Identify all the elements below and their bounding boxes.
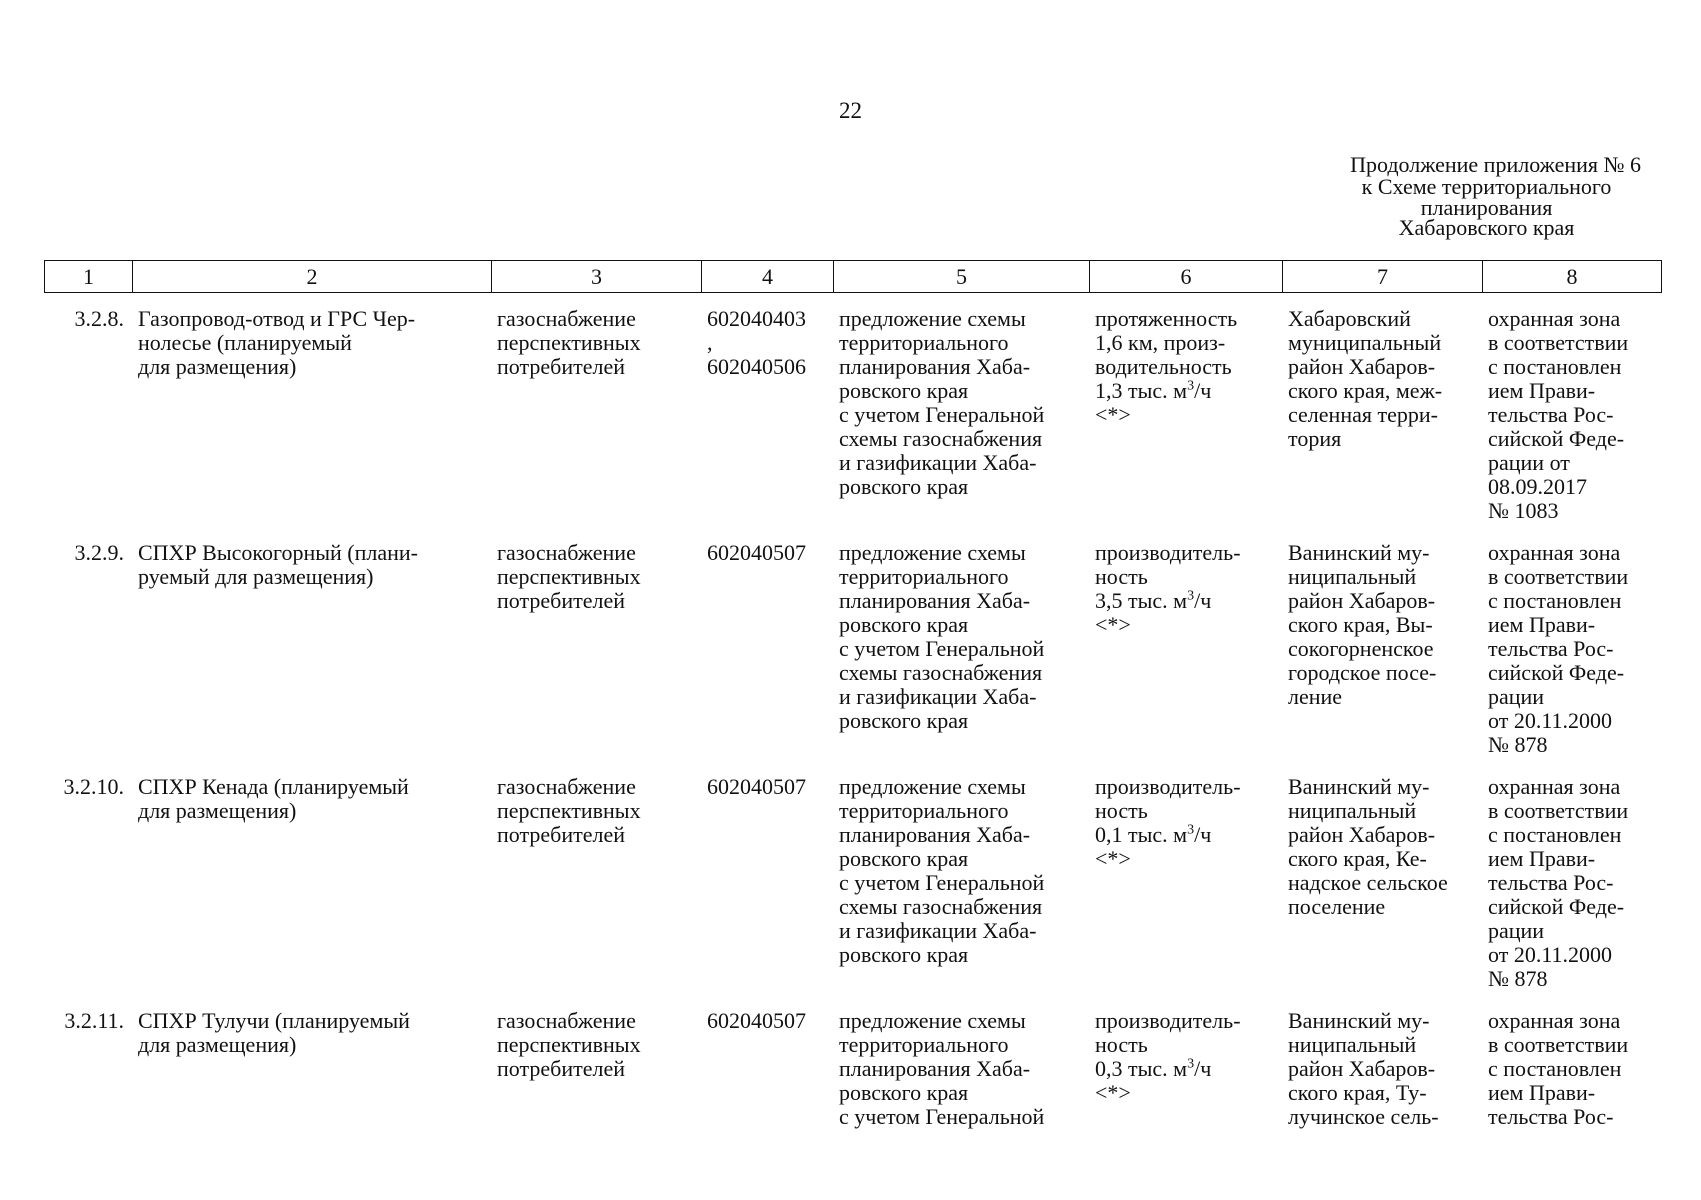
object-purpose: газоснабжение перспективных потребителей (497, 306, 641, 379)
column-number: 8 (1483, 261, 1662, 293)
page-number: 22 (839, 98, 862, 123)
table-row (44, 307, 1661, 523)
heading-line-3: планирования (1420, 195, 1553, 220)
object-code: 602040403 , 602040506 (707, 306, 806, 379)
object-name: СПХР Тулучи (планируемый для размещения) (138, 1008, 410, 1057)
object-location: Ванинский му- ниципальный район Хабаров- ского края, Ту- лучинское сель- (1288, 1008, 1439, 1129)
object-name: Газопровод-отвод и ГРС Чер- нолесье (планируемый для размещения) (138, 306, 416, 379)
unit-superscript: 3 (1187, 588, 1195, 604)
heading-line-1: Продолжение приложения № 6 (1350, 152, 1641, 177)
column-number: 2 (133, 261, 492, 293)
row-number: 3.2.11. (64, 1008, 124, 1033)
object-purpose: газоснабжение перспективных потребителей (497, 774, 641, 847)
zone-characteristics: охранная зона в соответствии с постановлен ием Прави- тельства Рос- сийской Феде- рации от 08.09.2017 № 1083 (1488, 306, 1629, 523)
unit-superscript: 3 (1187, 1056, 1195, 1072)
object-location: Хабаровский муниципальный район Хабаров- ского края, меж- селенная терри- тория (1288, 306, 1443, 451)
object-characteristics (1089, 307, 1282, 523)
column-number: 7 (1283, 261, 1483, 293)
characteristics-text: протяженность 1,6 км, произ- водительность 1,3 тыс. м (1095, 306, 1238, 403)
table-body (44, 307, 1661, 1147)
column-number: 5 (834, 261, 1090, 293)
appendix-heading (1350, 154, 1641, 238)
characteristics-text: производитель- ность 0,1 тыс. м (1095, 774, 1241, 847)
placement-basis: предложение схемы территориального планирования Хаба- ровского края с учетом Генеральной (839, 1008, 1045, 1129)
characteristics-unit: /ч <*> (1095, 822, 1212, 871)
object-code: 602040507 (707, 540, 806, 565)
zone-characteristics: охранная зона в соответствии с постановлен ием Прави- тельства Рос- (1488, 1008, 1629, 1129)
table-row (44, 541, 1661, 757)
heading-line-2: к Схеме территориального (1361, 174, 1612, 199)
object-location: Ванинский му- ниципальный район Хабаров- ского края, Вы- сокогорненское городское посе- ление (1288, 540, 1437, 709)
object-code: 602040507 (707, 1008, 806, 1033)
row-number: 3.2.10. (63, 774, 124, 799)
object-name: СПХР Высокогорный (плани- руемый для размещения) (138, 540, 418, 589)
object-name: СПХР Кенада (планируемый для размещения) (138, 774, 409, 823)
characteristics-text: производитель- ность 0,3 тыс. м (1095, 1008, 1241, 1081)
table-row (44, 1009, 1661, 1129)
object-characteristics (1089, 775, 1282, 991)
column-number: 4 (702, 261, 834, 293)
placement-basis: предложение схемы территориального планирования Хаба- ровского края с учетом Генеральной схемы газоснабжения и газификации Хаба- ровского края (839, 540, 1045, 733)
zone-characteristics: охранная зона в соответствии с постановлен ием Прави- тельства Рос- сийской Феде- рации от 20.11.2000 № 878 (1488, 774, 1629, 991)
characteristics-unit: /ч <*> (1095, 1056, 1212, 1105)
object-purpose: газоснабжение перспективных потребителей (497, 540, 641, 613)
unit-superscript: 3 (1187, 822, 1195, 838)
row-number: 3.2.9. (74, 540, 124, 565)
placement-basis: предложение схемы территориального планирования Хаба- ровского края с учетом Генеральной схемы газоснабжения и газификации Хаба- ровского края (839, 774, 1045, 967)
object-code: 602040507 (707, 774, 806, 799)
table-row (44, 775, 1661, 991)
column-number: 1 (45, 261, 133, 293)
heading-line-4: Хабаровского края (1398, 215, 1575, 240)
unit-superscript: 3 (1187, 378, 1195, 394)
characteristics-text: производитель- ность 3,5 тыс. м (1095, 540, 1241, 613)
object-characteristics (1089, 541, 1282, 757)
zone-characteristics: охранная зона в соответствии с постановлен ием Прави- тельства Рос- сийской Феде- рации от 20.11.2000 № 878 (1488, 540, 1629, 757)
object-purpose: газоснабжение перспективных потребителей (497, 1008, 641, 1081)
characteristics-unit: /ч <*> (1095, 588, 1212, 637)
row-number: 3.2.8. (74, 306, 124, 331)
object-location: Ванинский му- ниципальный район Хабаров- ского края, Ке- надское сельское поселение (1288, 774, 1448, 919)
placement-basis: предложение схемы территориального планирования Хаба- ровского края с учетом Генеральной схемы газоснабжения и газификации Хаба- ровского края (839, 306, 1045, 499)
object-characteristics (1089, 1009, 1282, 1129)
characteristics-unit: /ч <*> (1095, 378, 1212, 427)
column-number: 3 (492, 261, 702, 293)
column-number: 6 (1090, 261, 1283, 293)
column-number-header (44, 260, 1662, 293)
